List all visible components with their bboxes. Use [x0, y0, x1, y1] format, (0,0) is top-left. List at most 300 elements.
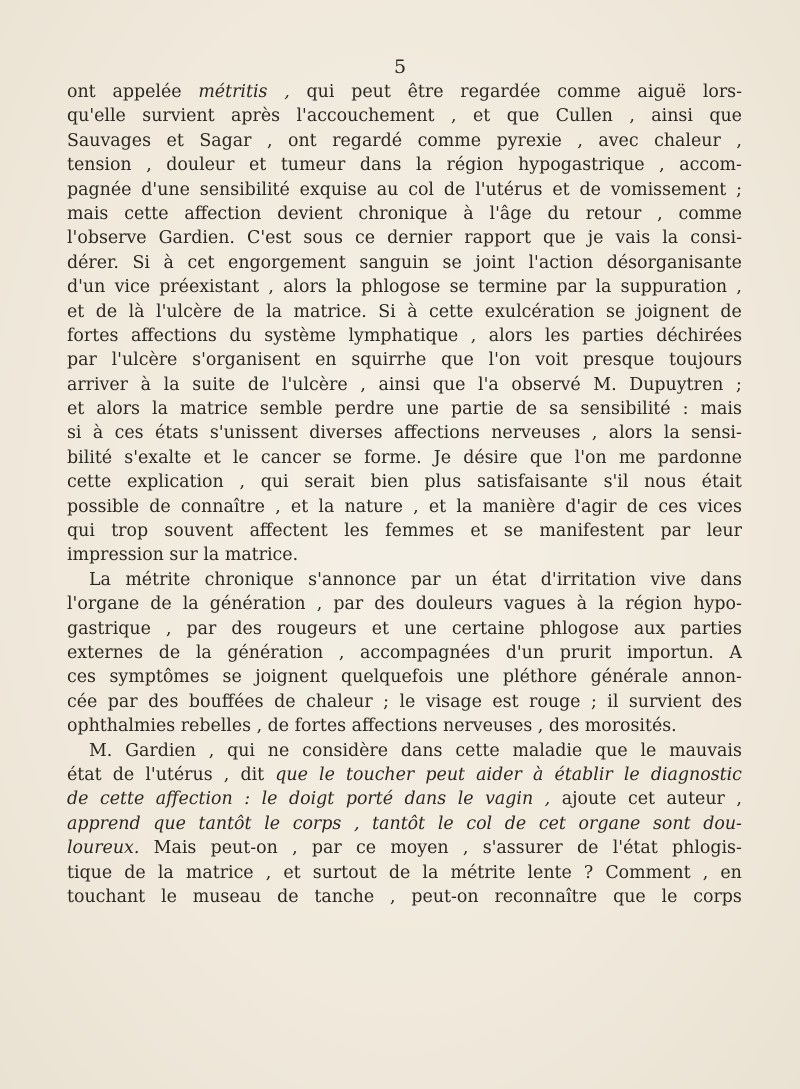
text-word: :	[682, 399, 689, 420]
text-word: forme.	[364, 447, 422, 468]
text-word: appelée	[112, 82, 182, 102]
text-word: et	[67, 301, 85, 322]
text-word: que	[543, 228, 576, 249]
text-word: peut-on	[210, 838, 278, 859]
text-line	[67, 495, 742, 519]
text-word: par	[186, 618, 217, 639]
text-word: joint	[475, 252, 515, 273]
text-word: désorganisante	[606, 252, 742, 273]
text-word: ,	[284, 82, 290, 102]
text-word: se	[449, 277, 469, 298]
text-word: la	[662, 228, 679, 249]
text-word: vive	[650, 569, 686, 590]
text-word: M.	[593, 374, 617, 395]
text-word: l'action	[528, 252, 594, 273]
text-word: affection	[155, 789, 233, 810]
text-word: Cullen	[555, 106, 613, 127]
text-word: par	[107, 691, 138, 712]
text-word: état	[491, 569, 527, 590]
text-word: l'on	[574, 447, 607, 468]
text-word: tension	[67, 155, 132, 176]
text-word: pyrexie	[496, 130, 562, 151]
text-word: de	[626, 496, 649, 517]
text-word: ,	[266, 130, 273, 151]
text-word: sensibilité	[580, 399, 671, 420]
text-line	[67, 739, 742, 763]
text-word: ,	[208, 740, 215, 761]
text-word: la	[663, 423, 680, 444]
text-word: suppuration	[620, 277, 728, 298]
text-word: comme	[557, 82, 621, 102]
text-word: importun.	[626, 642, 714, 663]
text-word: la	[266, 301, 283, 322]
text-word: symptômes	[109, 667, 210, 688]
text-word: des	[148, 691, 179, 712]
page-number: 5	[393, 56, 407, 78]
text-word: de	[247, 374, 270, 395]
text-word: ,	[702, 862, 709, 883]
text-word: par	[311, 838, 342, 859]
text-word: déchirées	[656, 325, 742, 346]
text-word: l'a	[478, 374, 499, 395]
text-word: survient	[628, 691, 702, 712]
text-word: le	[264, 813, 281, 834]
text-word: matrice	[180, 399, 248, 420]
text-word: vagues	[503, 594, 566, 615]
text-line	[67, 787, 742, 811]
text-word: le	[261, 789, 278, 810]
text-line	[67, 80, 742, 104]
text-word: à	[407, 301, 418, 322]
text-word: de	[720, 301, 742, 322]
text-word: squirrhe	[351, 350, 427, 371]
text-word: cancer	[260, 447, 321, 468]
text-word: du	[229, 325, 252, 346]
text-word: ;	[736, 374, 742, 395]
text-word: une	[404, 618, 437, 639]
text-word: je	[587, 228, 604, 249]
text-word: ,	[223, 764, 230, 785]
text-word: le	[661, 886, 678, 907]
text-word: pardonne	[657, 447, 742, 468]
text-word: l'ulcère	[156, 301, 222, 322]
text-word: manifestent	[539, 521, 645, 542]
text-word: l'âge	[489, 203, 532, 224]
text-word: La	[89, 569, 111, 590]
text-word: que	[595, 740, 628, 761]
text-word: ,	[657, 203, 663, 224]
text-word: affections	[393, 423, 480, 444]
text-word: de	[388, 862, 411, 883]
text-word: l'utérus	[145, 764, 213, 785]
text-line	[67, 129, 742, 153]
text-word: lente	[527, 862, 572, 883]
text-word: de	[274, 691, 296, 712]
text-word: tantôt	[372, 813, 426, 834]
text-word: là	[128, 301, 145, 322]
text-line	[67, 836, 742, 860]
text-line	[67, 763, 742, 787]
text-word: chaleur	[305, 691, 373, 712]
text-word: souvent	[164, 521, 234, 542]
text-word: sa	[549, 399, 569, 420]
text-word: toucher	[346, 764, 415, 785]
text-word: et	[203, 447, 221, 468]
text-word: que	[529, 447, 563, 468]
text-word: le	[319, 764, 335, 785]
text-word: par	[410, 569, 441, 590]
text-word: une	[406, 399, 439, 420]
text-word: dans	[700, 569, 742, 590]
text-word: bilité	[67, 447, 113, 468]
text-word: et	[67, 399, 85, 420]
text-word: tanche	[314, 886, 375, 907]
text-word: la	[163, 374, 180, 395]
text-word: qui	[260, 472, 289, 493]
text-word: après	[231, 106, 281, 127]
text-word: l'état	[612, 838, 658, 859]
text-word: le	[232, 447, 249, 468]
text-word: ne	[267, 740, 290, 761]
text-word: par	[660, 521, 691, 542]
text-word: ,	[275, 496, 281, 517]
text-word: ,	[577, 130, 583, 151]
text-word: que	[506, 106, 540, 127]
text-word: que	[432, 374, 466, 395]
text-word: cet	[187, 252, 215, 273]
text-word: par	[67, 350, 97, 371]
text-word: plus	[424, 472, 462, 493]
text-word: aux	[633, 618, 666, 639]
text-word: la	[456, 496, 473, 517]
text-word: ,	[462, 838, 469, 859]
text-word: métrite	[125, 569, 191, 590]
text-line	[67, 275, 742, 299]
text-word: aider	[476, 764, 522, 785]
text-word: consi-	[690, 228, 742, 249]
text-word: de	[233, 301, 255, 322]
text-word: dans	[359, 155, 402, 176]
text-word: auteur	[666, 789, 725, 810]
text-word: prurit	[559, 642, 612, 663]
text-word: mais	[700, 399, 742, 420]
text-word: ,	[265, 862, 272, 883]
text-word: certaine	[451, 618, 525, 639]
text-word: retour	[585, 203, 642, 224]
text-word: la	[598, 594, 615, 615]
text-word: ainsi	[651, 106, 693, 127]
text-word: ,	[316, 594, 323, 615]
text-line	[67, 861, 742, 885]
text-word: affectent	[249, 521, 328, 542]
text-word: touchant	[67, 886, 146, 907]
text-word: ,	[736, 277, 742, 298]
text-word: phlogose	[539, 618, 619, 639]
text-line	[67, 812, 742, 836]
text-word: s'organisent	[192, 350, 301, 371]
text-word: nerveuses	[491, 423, 581, 444]
text-word: du	[547, 203, 570, 224]
text-word: ,	[629, 106, 635, 127]
text-line	[67, 592, 742, 616]
text-word: col	[408, 179, 434, 200]
text-word: nous	[644, 472, 686, 493]
text-word: le	[457, 789, 474, 810]
text-word: génération	[227, 642, 324, 663]
text-word: pléthore	[502, 667, 578, 688]
text-word: et	[290, 496, 309, 517]
text-word: région	[446, 155, 504, 176]
text-word: par	[556, 277, 587, 298]
text-word: à	[92, 423, 104, 444]
text-word: maladie	[512, 740, 583, 761]
text-word: surtout	[312, 862, 377, 883]
text-word: suite	[192, 374, 236, 395]
text-word: s'unissent	[209, 423, 298, 444]
text-word: Dupuytren	[629, 374, 724, 395]
text-line	[67, 300, 742, 324]
text-word: dans	[404, 789, 447, 810]
text-word: vice	[114, 277, 150, 298]
text-word: ,	[360, 374, 366, 395]
text-word: états	[154, 423, 199, 444]
text-word: ;	[383, 691, 389, 712]
text-word: état	[67, 764, 102, 785]
text-word: à	[532, 764, 544, 785]
text-word: système	[264, 325, 336, 346]
text-word: col	[466, 813, 493, 834]
text-word: des	[374, 594, 405, 615]
text-word: et	[371, 618, 390, 639]
text-word: la	[195, 642, 212, 663]
text-word: établir	[554, 764, 613, 785]
text-word: joignent	[255, 667, 328, 688]
text-word: C'est	[247, 228, 292, 249]
text-word: :	[244, 789, 251, 810]
text-word: me	[618, 447, 646, 468]
text-word: ce	[354, 228, 376, 249]
text-word: fortes	[67, 325, 119, 346]
text-word: nature	[344, 496, 403, 517]
text-word: serait	[304, 472, 355, 493]
text-word: ont	[67, 82, 96, 102]
text-word: ?	[583, 862, 594, 883]
text-word: ,	[268, 277, 274, 298]
text-word: métritis	[198, 82, 268, 102]
text-word: tumeur	[280, 155, 346, 176]
text-word: qui	[227, 740, 255, 761]
text-word: hypo-	[693, 594, 742, 615]
text-word: ,	[736, 130, 742, 151]
text-word: l'accouchement	[296, 106, 435, 127]
text-word: le	[399, 691, 416, 712]
text-word: rapport	[464, 228, 531, 249]
text-word: que	[709, 106, 742, 127]
text-word: pagnée	[67, 179, 132, 200]
text-word: d'agir	[565, 496, 617, 517]
text-word: devient	[277, 203, 343, 224]
text-word: et	[283, 862, 301, 883]
text-word: moyen	[390, 838, 449, 859]
text-line	[67, 324, 742, 348]
text-word: parties	[680, 618, 742, 639]
text-word: les	[544, 325, 570, 346]
text-word: dans	[400, 740, 443, 761]
text-line	[67, 568, 742, 592]
text-line	[67, 543, 742, 567]
text-word: la	[422, 862, 439, 883]
text-word: ,	[470, 325, 477, 346]
text-line	[67, 617, 742, 641]
text-word: vagin	[485, 789, 534, 810]
text-word: affection	[184, 203, 262, 224]
text-word: cet	[627, 789, 655, 810]
text-word: s'assurer	[482, 838, 563, 859]
text-word: de	[158, 642, 181, 663]
text-word: ,	[165, 618, 172, 639]
text-word: sont	[652, 813, 691, 834]
text-word: Gardien	[125, 740, 196, 761]
text-word: au	[376, 179, 399, 200]
text-word: M.	[89, 740, 113, 761]
text-word: dou-	[703, 813, 742, 834]
text-word: le	[161, 886, 177, 907]
text-word: corps	[292, 813, 342, 834]
text-word: ,	[292, 838, 298, 859]
text-word: se	[503, 521, 524, 542]
text-word: ce	[355, 838, 377, 859]
text-word: survient	[142, 106, 215, 127]
text-word: chaleur	[654, 130, 721, 151]
text-word: se	[332, 447, 352, 468]
text-word: observé	[511, 374, 581, 395]
text-word: et	[248, 155, 267, 176]
text-word: semble	[259, 399, 323, 420]
text-word: ces	[114, 423, 144, 444]
text-word: d'un	[67, 277, 106, 298]
text-word: se	[442, 252, 462, 273]
text-word: ont	[288, 130, 317, 151]
text-word: l'ulcère	[111, 350, 178, 371]
text-word: métrite	[450, 862, 516, 883]
text-word: la	[416, 155, 432, 176]
text-line	[67, 178, 742, 202]
text-line	[67, 885, 742, 909]
text-word: Sagar	[199, 130, 252, 151]
text-word: ajoute	[561, 789, 617, 810]
text-word: arriver	[67, 374, 128, 395]
text-word: ,	[736, 789, 742, 810]
text-word: organe	[578, 813, 641, 834]
text-word: phlogose	[361, 277, 441, 298]
text-word: leur	[706, 521, 742, 542]
text-word: termine	[478, 277, 548, 298]
text-word: trop	[111, 521, 149, 542]
body-text	[67, 80, 742, 909]
text-word: peut	[425, 764, 466, 785]
text-word: de	[579, 179, 601, 200]
text-word: et	[472, 106, 491, 127]
text-word: chronique	[204, 569, 294, 590]
text-word: en	[315, 350, 337, 371]
text-word: considère	[302, 740, 389, 761]
text-word: et	[470, 521, 488, 542]
text-word: le	[623, 764, 640, 785]
text-word: un	[454, 569, 478, 590]
text-word: de	[577, 838, 599, 859]
text-word: mais	[67, 203, 109, 224]
text-word: diagnostic	[650, 764, 742, 785]
text-word: dernier	[387, 228, 453, 249]
text-word: ,	[390, 886, 396, 907]
text-word: mauvais	[669, 740, 742, 761]
text-word: désire	[463, 447, 518, 468]
text-word: douleurs	[415, 594, 493, 615]
text-word: des	[231, 618, 262, 639]
text-word: cette	[455, 740, 500, 761]
text-word: affections	[130, 325, 217, 346]
text-word: partie	[450, 399, 504, 420]
text-word: d'un	[505, 642, 545, 663]
text-line	[67, 153, 742, 177]
text-word: rouge	[529, 691, 581, 712]
text-word: ,	[338, 642, 345, 663]
text-line	[67, 104, 742, 128]
text-word: chronique	[358, 203, 448, 224]
text-word: que	[153, 813, 186, 834]
text-word: sensibilité	[199, 179, 290, 200]
text-word: de	[515, 399, 538, 420]
text-word: génération	[209, 594, 306, 615]
text-line	[67, 665, 742, 689]
text-word: quelquefois	[340, 667, 444, 688]
text-word: Je	[433, 447, 452, 468]
text-word: les	[344, 521, 369, 542]
text-word: Gardien.	[158, 228, 235, 249]
text-word: se	[606, 301, 626, 322]
text-word: ;	[590, 691, 597, 712]
text-word: sensi-	[691, 423, 742, 444]
text-word: ,	[413, 496, 419, 517]
text-word: s'annonce	[308, 569, 397, 590]
text-line	[67, 446, 742, 470]
text-segment: impression sur la matrice.	[67, 545, 299, 566]
text-word: s'il	[603, 472, 629, 493]
text-word: la	[182, 594, 199, 615]
text-line	[67, 397, 742, 421]
text-word: apprend	[67, 813, 141, 834]
text-word: était	[701, 472, 742, 493]
text-word: région	[625, 594, 683, 615]
text-word: gastrique	[67, 618, 151, 639]
text-word: vomissement	[610, 179, 727, 200]
text-word: la	[595, 277, 612, 298]
text-word: alors	[608, 423, 653, 444]
text-word: des	[711, 691, 742, 712]
text-word: matrice.	[293, 301, 367, 322]
text-line	[67, 348, 742, 372]
text-word: hypogastrique	[518, 155, 645, 176]
text-word: l'utérus	[475, 179, 543, 200]
text-word: préexistant	[159, 277, 260, 298]
text-word: qu'elle	[67, 106, 126, 127]
text-word: corps	[693, 886, 742, 907]
text-line	[67, 421, 742, 445]
text-word: diverses	[309, 423, 383, 444]
text-word: avec	[598, 130, 639, 151]
text-word: engorgement	[228, 252, 346, 273]
text-word: dit	[240, 764, 265, 785]
